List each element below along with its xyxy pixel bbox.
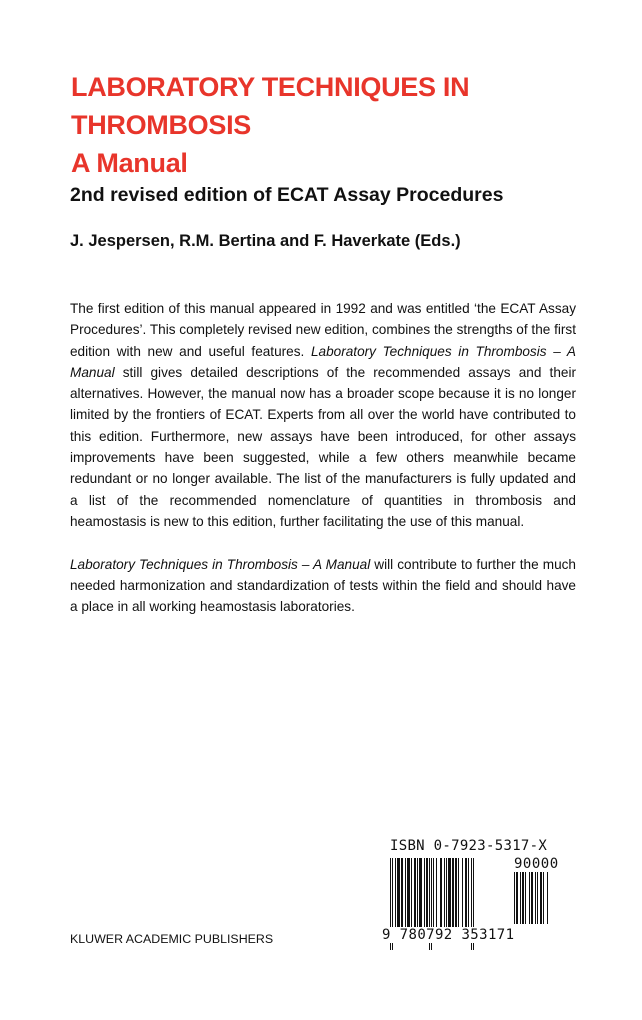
barcode-bar <box>537 872 538 924</box>
book-title <box>71 68 642 182</box>
barcode-bar <box>516 872 518 924</box>
publisher-name: KLUWER ACADEMIC PUBLISHERS <box>70 932 274 946</box>
edition-subtitle: 2nd revised edition of ECAT Assay Procedures <box>70 184 504 206</box>
barcode-bar <box>525 872 526 924</box>
barcode-bar <box>529 872 530 924</box>
barcode-ean-number: 9 780792 353171 <box>382 927 515 943</box>
barcode-addon-bars <box>514 872 566 934</box>
barcode-bar <box>522 872 524 924</box>
description-p1-text-b: still gives detailed descriptions of the recommended assays and their alternatives. However, the manual now has a broader scope because it is no longer limited by the frontiers of ECAT. Experts from all over the world have contributed to this edition. Furthermore, new assays have been introduced, for other assays improvements have been suggested, while a few others meanwhile became redundant or no longer available. The list of the manufacturers is fully updated and a list of the recommended nomenclature of quantities in thrombosis and heamostasis is new to this edition, further facilitating the use of this manual. <box>70 364 576 529</box>
description-p1-title: Laboratory Techniques in Thrombosis – A Manual <box>70 343 576 380</box>
editors-line: J. Jespersen, R.M. Bertina and F. Haverkate (Eds.) <box>70 232 461 250</box>
barcode-bar <box>531 872 533 924</box>
barcode-bar <box>547 872 548 924</box>
book-title-main: LABORATORY TECHNIQUES IN THROMBOSIS <box>71 72 470 140</box>
barcode-addon-digits: 90000 <box>514 856 559 872</box>
barcode-bar <box>514 872 515 924</box>
barcode-bar <box>520 872 521 924</box>
book-description <box>70 298 576 639</box>
isbn-barcode <box>382 838 574 950</box>
description-paragraph-2 <box>70 554 576 618</box>
barcode-bar <box>540 872 542 924</box>
book-title-sub: A Manual <box>71 148 188 178</box>
description-p1-text-a: The first edition of this manual appeared in 1992 and was entitled ‘the ECAT Assay Procedures’. This completely revised new edition, combines the strengths of the first edition with new and useful features. <box>70 301 576 359</box>
description-p2-text: will contribute to further the much needed harmonization and standardization of tests within the field and should have a place in all working heamostasis laboratories. <box>70 556 576 615</box>
barcode-bar <box>543 872 544 924</box>
description-paragraph-1 <box>70 298 576 532</box>
isbn-number: ISBN 0-7923-5317-X <box>390 838 548 854</box>
description-p2-title: Laboratory Techniques in Thrombosis – A Manual <box>70 556 371 572</box>
barcode-bar <box>535 872 536 924</box>
